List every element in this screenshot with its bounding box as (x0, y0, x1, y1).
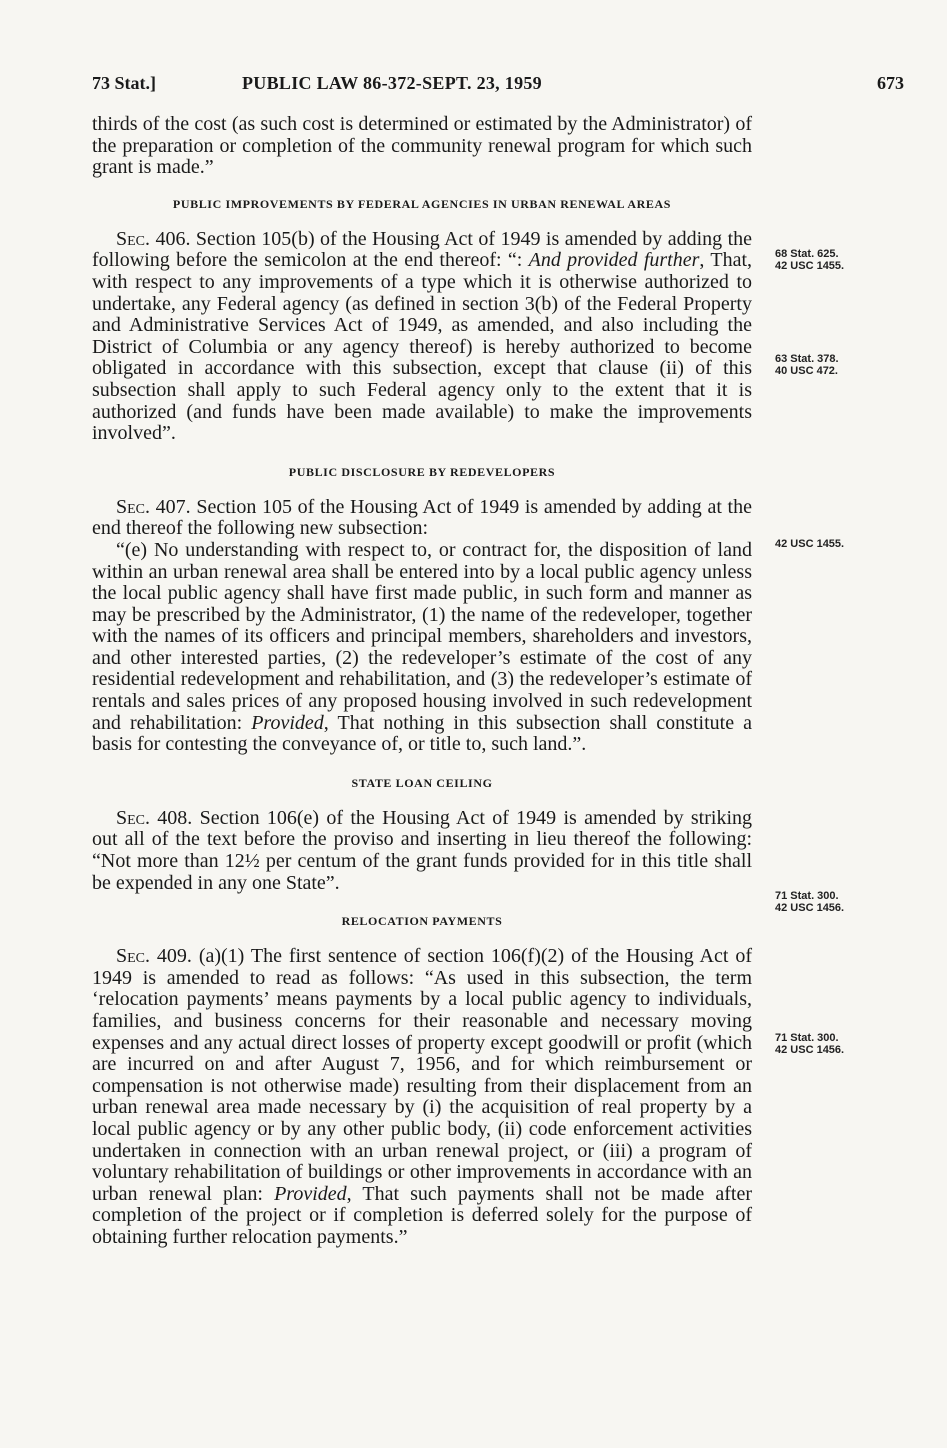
italic-phrase: Provided (251, 711, 324, 734)
section-heading-409: RELOCATION PAYMENTS (341, 914, 503, 929)
margin-note-citation: 71 Stat. 300. 42 USC 1456. (775, 890, 845, 914)
page-body (92, 114, 752, 1249)
section-label: Sec. 408. (116, 806, 193, 829)
section-heading-406: PUBLIC IMPROVEMENTS BY FEDERAL AGENCIES IN URBAN RENEWAL AREAS (172, 196, 672, 211)
section-408-paragraph: Sec. 408. Section 106(e) of the Housing Act of 1949 is amended by striking out all of the text before the proviso and inserting in lieu thereof the following: “Not more than 12½ per centum of the grant funds provided for in this title shall be expended in any one State”. (92, 806, 753, 894)
margin-note-citation: 68 Stat. 625. 42 USC 1455. (775, 248, 845, 272)
section-409-paragraph: Sec. 409. (a)(1) The first sentence of section 106(f)(2) of the Housing Act of 1949 is amended to read as follows: “As used in this subsection, the term ‘relocation payments’ means payments by a local public agency to individuals, families, and business concerns for their reasonable and necessary moving expenses and any actual direct losses of property except goodwill or profit (which are incurred on and after August 7, 1956, and for which reimbursement or compensation is not otherwise made) resulting from their displacement from an urban renewal area made necessary by (i) the acquisition of real property by a local public agency or by any other public body, (ii) code enforcement activities undertaken in connection with an urban renewal project, or (iii) a program of voluntary rehabilitation of buildings or other improvements in accordance with an urban renewal plan: Provided, That such payments shall not be made after completion of the project or if completion is deferred solely for the purpose of obtaining further relocation payments.” (92, 945, 753, 1248)
italic-phrase: Provided (274, 1182, 347, 1205)
margin-note-citation: 71 Stat. 300. 42 USC 1456. (775, 1032, 845, 1056)
italic-phrase: And provided further (528, 249, 700, 272)
section-label: Sec. 409. (116, 945, 192, 968)
section-label: Sec. 406. (116, 227, 191, 250)
header-title: PUBLIC LAW 86-372-SEPT. 23, 1959 (242, 73, 542, 93)
section-407-paragraph: Sec. 407. Section 105 of the Housing Act of 1949 is amended by adding at the end thereof the following new subsection: (92, 495, 752, 540)
section-heading-408: STATE LOAN CEILING (351, 775, 493, 790)
section-heading-407: PUBLIC DISCLOSURE BY REDEVELOPERS (288, 464, 556, 479)
margin-note-citation: 63 Stat. 378. 40 USC 472. (775, 353, 839, 377)
margin-note-citation: 42 USC 1455. (775, 538, 845, 550)
section-406-paragraph: Sec. 406. Section 105(b) of the Housing Act of 1949 is amended by adding the following before the semicolon at the end thereof: “: And provided further, That, with respect to any improvements of a type which it is otherwise authorized to undertake, any Federal agency (as defined in section 3(b) of the Federal Property and Administrative Services Act of 1949, as amended, and also including the District of Columbia or any agency thereof) is hereby authorized to become obligated in accordance with this subsection, except that clause (ii) of this subsection shall apply to such Federal agency only to the extent that it is authorized (and funds have been made available) to make the improvements involved”. (92, 227, 753, 445)
subsection-e-paragraph: “(e) No understanding with respect to, or contract for, the disposition of land within an urban renewal area shall be entered into by a local public agency unless the local public agency shall have first made public, in such form and manner as may be prescribed by the Administrator, (1) the name of the redeveloper, together with the names of its officers and principal members, shareholders and investors, and other interested parties, (2) the redeveloper’s estimate of the cost of any residential redevelopment and rehabilitation, and (3) the redeveloper’s estimate of rentals and sales prices of any proposed housing involved in such redevelopment and rehabilitation: Provided, That nothing in this subsection shall constitute a basis for contesting the conveyance of, or title to, such land.”. (92, 538, 753, 756)
running-header (92, 73, 904, 97)
continuation-paragraph: thirds of the cost (as such cost is determined or estimated by the Administrator) of the preparation or completion of the community renewal program for which such grant is made.” (92, 113, 752, 179)
page-number: 673 (877, 73, 904, 93)
section-label: Sec. 407. (116, 495, 191, 518)
header-volume: 73 Stat.] (92, 73, 156, 93)
